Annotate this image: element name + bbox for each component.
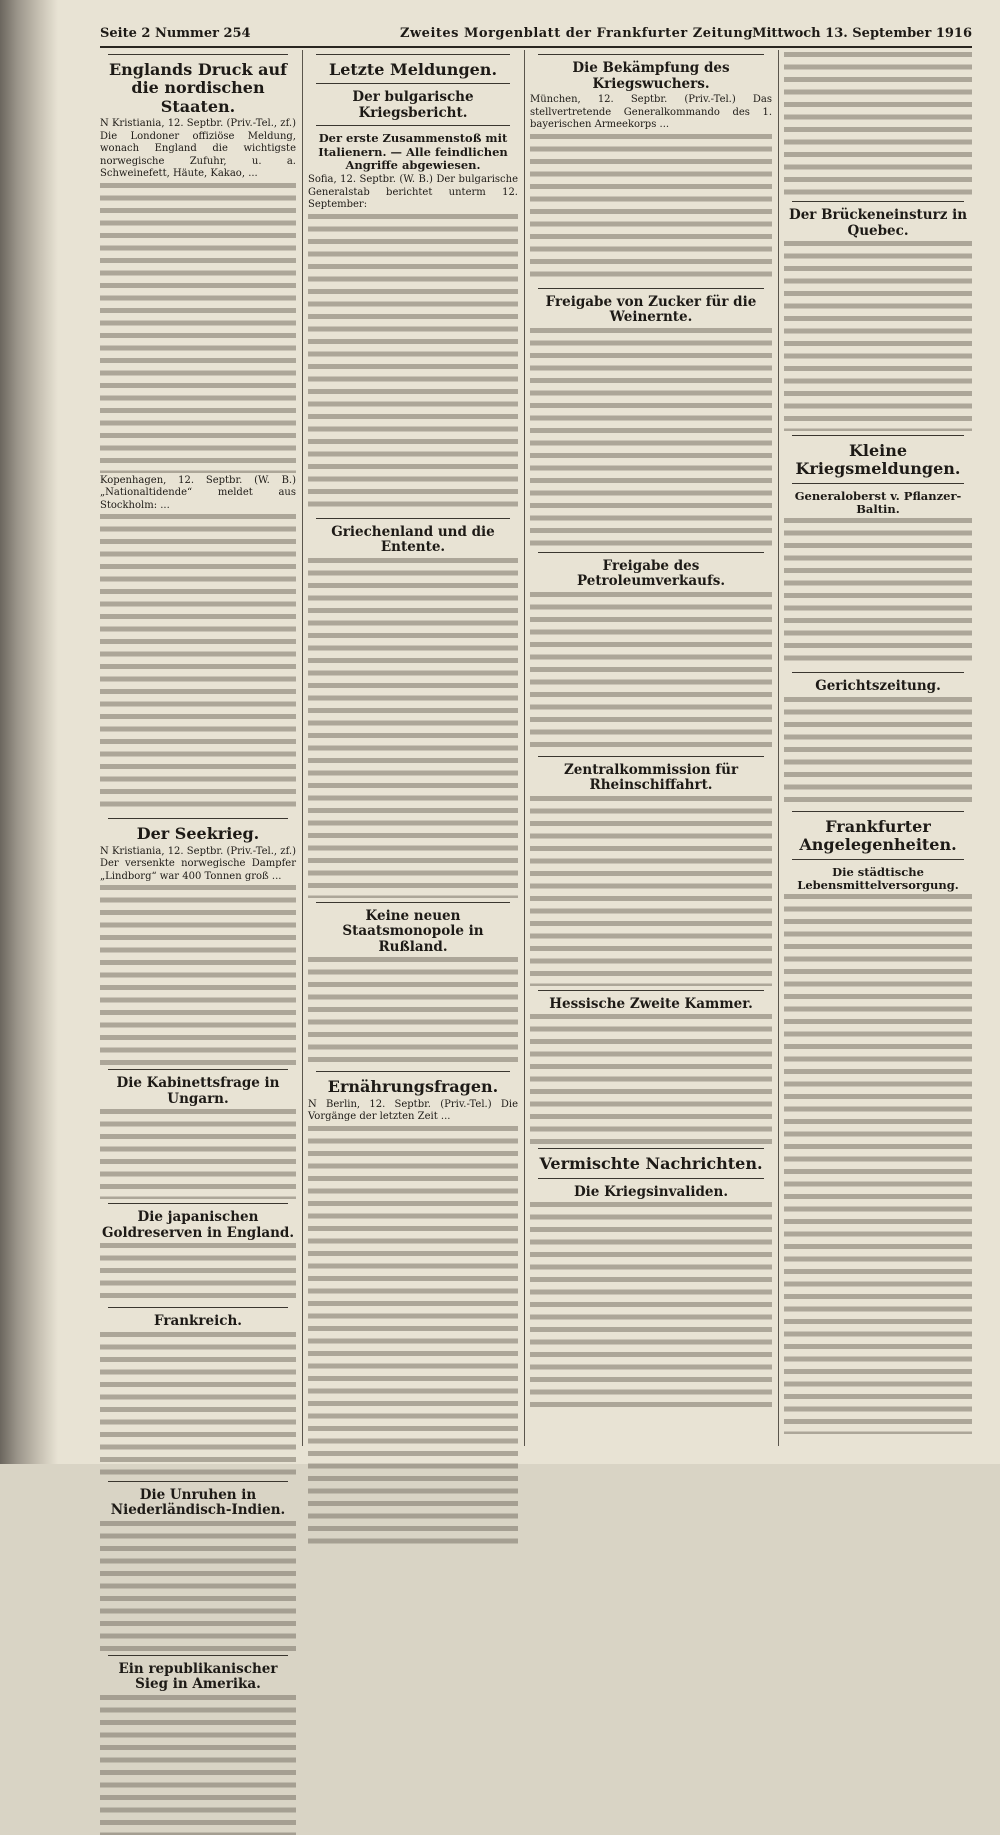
masthead — [100, 24, 972, 48]
article-headline: Gerichtszeitung. — [815, 678, 941, 695]
article-headline: Englands Druck auf die nordischen Staaten. — [108, 60, 288, 116]
article-headline: Zentralkommission für Rheinschiffahrt. — [563, 761, 739, 794]
body-text-block — [308, 558, 518, 898]
column-rule — [778, 50, 779, 1446]
article-lead: N Kristiania, 12. Septbr. (Priv.-Tel., zf.) Der versenkte norwegische Dampfer „Lindborg“ war 400 Tonnen groß ... — [100, 845, 296, 882]
article-headline: Frankreich. — [154, 1313, 242, 1330]
body-text-block — [530, 134, 772, 284]
article-headline: Kleine Kriegsmeldungen. — [795, 441, 961, 479]
headline-rule — [792, 483, 964, 484]
article-headline: Die Bekämpfung des Kriegswuchers. — [572, 60, 730, 92]
book-binding-shadow — [0, 0, 58, 1464]
article-lead: München, 12. Septbr. (Priv.-Tel.) Das stellvertretende Generalkommando des 1. bayerischen Armeekorps ... — [530, 94, 772, 131]
body-text-block — [784, 894, 972, 1434]
headline-rule — [538, 1178, 764, 1179]
column-rule — [524, 50, 525, 1446]
headline-rule — [538, 990, 764, 991]
body-text-block — [100, 1243, 296, 1303]
headline-rule — [316, 125, 510, 126]
body-text-block — [100, 514, 296, 814]
column-3 — [530, 50, 772, 1446]
headline-rule — [538, 756, 764, 757]
body-text-block — [100, 885, 296, 1065]
article-headline: Der Seekrieg. — [136, 824, 260, 844]
article-headline: Der Brückeneinsturz in Quebec. — [788, 207, 968, 239]
headline-rule — [792, 811, 964, 812]
headline-rule — [792, 201, 964, 202]
headline-rule — [108, 1655, 288, 1656]
headline-rule — [108, 1307, 288, 1308]
headline-rule — [792, 859, 964, 860]
body-text-block — [530, 592, 772, 752]
article-headline: Vermischte Nachrichten. — [539, 1154, 763, 1174]
body-text-block — [784, 52, 972, 197]
headline-rule — [538, 54, 764, 55]
body-text-block — [530, 796, 772, 986]
article-headline: Die Kabinettsfrage in Ungarn. — [116, 1075, 280, 1107]
article-headline: Die Kriegsinvaliden. — [573, 1183, 729, 1200]
body-text-block — [308, 214, 518, 514]
article-lead: N Berlin, 12. Septbr. (Priv.-Tel.) Die Vorgänge der letzten Zeit ... — [308, 1098, 518, 1123]
subheadline: Die städtische Lebensmittelversorgung. — [797, 864, 959, 892]
headline-rule — [108, 1069, 288, 1070]
headline-rule — [538, 1148, 764, 1149]
body-text-block — [784, 241, 972, 431]
page-number-label: Seite 2 Nummer 254 — [100, 26, 251, 41]
issue-date: Mittwoch 13. September 1916 — [752, 26, 972, 41]
headline-rule — [316, 1071, 510, 1072]
article-headline: Frankfurter Angelegenheiten. — [799, 816, 957, 855]
article-lead: Sofia, 12. Septbr. (W. B.) Der bulgarische Generalstab berichtet unterm 12. September: — [308, 174, 518, 211]
body-text-block — [308, 957, 518, 1067]
headline-rule — [316, 518, 510, 519]
article-headline: Die Unruhen in Niederländisch-Indien. — [110, 1486, 286, 1519]
article-headline: Letzte Meldungen. — [328, 60, 498, 79]
body-text-block — [784, 697, 972, 807]
body-text-block — [100, 1109, 296, 1199]
body-text-block — [100, 1332, 296, 1477]
body-text-block — [784, 518, 972, 668]
article-headline: Griechenland und die Entente. — [331, 523, 495, 556]
article-headline: Keine neuen Staatsmonopole in Rußland. — [342, 907, 484, 955]
column-4 — [784, 50, 972, 1446]
headline-rule — [792, 672, 964, 673]
column-rule — [302, 50, 303, 1446]
article-headline: Die japanischen Goldreserven in England. — [101, 1209, 295, 1241]
edition-title: Zweites Morgenblatt der Frankfurter Zeitung — [400, 26, 753, 41]
article-headline: Hessische Zweite Kammer. — [549, 995, 753, 1012]
subheadline: Generaloberst v. Pflanzer-Baltin. — [794, 488, 962, 517]
body-text-block — [308, 1126, 518, 1546]
headline-rule — [316, 83, 510, 84]
body-text-block — [530, 1202, 772, 1412]
article-headline: Der bulgarische Kriegsbericht. — [352, 89, 474, 121]
article-headline: Ernährungsfragen. — [327, 1077, 499, 1097]
headline-rule — [108, 818, 288, 819]
body-text-block — [530, 328, 772, 548]
headline-rule — [792, 435, 964, 436]
article-headline: Freigabe des Petroleumverkaufs. — [576, 557, 726, 590]
article-headline: Ein republikanischer Sieg in Amerika. — [118, 1660, 278, 1693]
headline-rule — [108, 1203, 288, 1204]
body-text-block — [100, 183, 296, 473]
article-lead: N Kristiania, 12. Septbr. (Priv.-Tel., zf.) Die Londoner offiziöse Meldung, wonach England die wichtigste norwegische Zufuhr, u. a. Schweinefett, Häute, Kakao, ... — [100, 118, 296, 180]
column-2 — [308, 50, 518, 1446]
article-headline: Freigabe von Zucker für die Weinernte. — [545, 293, 757, 326]
headline-rule — [316, 902, 510, 903]
headline-rule — [108, 54, 288, 55]
headline-rule — [108, 1481, 288, 1482]
headline-rule — [538, 288, 764, 289]
headline-rule — [538, 552, 764, 553]
headline-rule — [316, 54, 510, 55]
body-text-block — [100, 1521, 296, 1651]
column-1 — [100, 50, 296, 1693]
article-lead: Kopenhagen, 12. Septbr. (W. B.) „Nationaltidende“ meldet aus Stockholm: ... — [100, 474, 296, 511]
body-text-block — [530, 1014, 772, 1144]
body-text-block — [100, 1695, 296, 1835]
subheadline: Der erste Zusammenstoß mit Italienern. — Alle feindlichen Angriffe abgewiesen. — [318, 131, 508, 172]
